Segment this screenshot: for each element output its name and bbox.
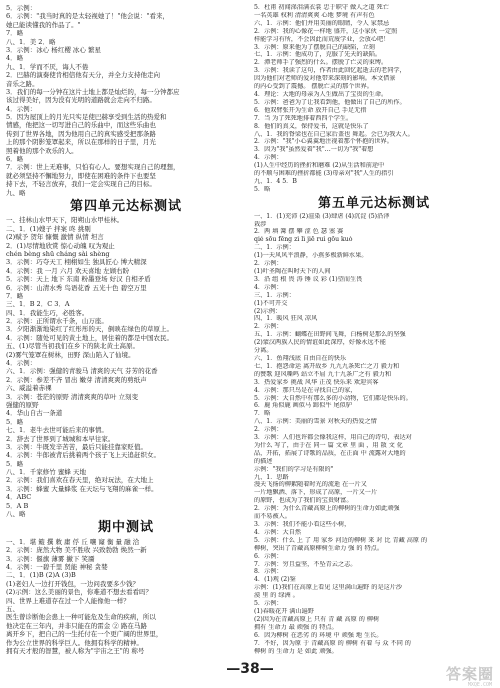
answer-line: 为什么 写了，由于在 同一 篇 文章 里 面 ，用 散 文 化: [254, 441, 403, 449]
answer-line: 5．杜甫 初闻涕泪满衣裳 忠于职守 做人之道 死亡: [254, 4, 389, 11]
answer-line: 四、世界上难道存在过一个人能像他一样？: [6, 596, 130, 605]
answer-line: 4．示例：那只鸟是在寻找自己的家，: [254, 386, 357, 394]
answer-line: 2．示例：: [254, 260, 283, 268]
answer-line: 作为公立世界的科学巨人。他拥有科学的精神。: [6, 638, 143, 647]
answer-line: 8．他们的真义，保持爱书，这就是快乐了: [254, 122, 369, 130]
answer-line: 上的那个阴影笼罩起来，所以在那样的日子里，月光: [6, 138, 156, 147]
answer-line: 4．华山自古一条道: [6, 409, 63, 418]
answer-line: 3．示例：蜂蜜 大量蜂浆 在天坛与飞翔的麻雀一样。: [6, 484, 158, 493]
answer-line: (1)一天风风平浪静，小燕多极新鲜水果。: [254, 252, 368, 260]
answer-line: 5．示例：: [254, 600, 283, 608]
answer-line: 4．示例：: [254, 283, 283, 291]
answer-line: 4．理论：大地的母亲为人生做出了宝贵的生命。: [254, 90, 388, 98]
answer-line: 4．示例：: [254, 154, 283, 162]
answer-line: 二、1．(1)嫂子 拌案 咚 挑剔: [6, 224, 91, 233]
answer-line: 二、1．(1)B (2)A (3)B: [6, 571, 76, 580]
answer-line: 的描述: [254, 457, 273, 465]
answer-line: 3．示例：苍茫的原野 清清爽爽的草叶 立刻变: [6, 392, 139, 401]
answer-line: 六、1．鱼翔浅底 自由自在的快乐: [254, 354, 347, 362]
answer-line: (1)人生中经历的挫折和磨难 (2)从生活和前途中: [254, 162, 385, 170]
answer-line: 的赞歌 迎风嘶鸣 站立不屈 九十九条广之有 毅力和: [254, 370, 392, 378]
answer-line: 3．夕阳渐渐地染红了红彤彤的天，倒映在绿色的草原上。: [6, 325, 174, 334]
answer-line: 5．略: [6, 459, 24, 468]
answer-line: 6．鹿 角似鹿 画似马 蹄似牛 尾似驴: [254, 402, 352, 410]
answer-list-unit5: [254, 213, 494, 656]
answer-line: 七、1．示例：他成功了，克服了先天的缺陷。: [254, 51, 382, 59]
answer-line: 3．示例：牛既发辛苦苦，最后只能挂靠家贬值。: [6, 442, 147, 451]
answer-line: 拥有 生命力 最 顽强 的 特点。: [254, 623, 338, 631]
midterm-title: 期中测试: [97, 520, 154, 536]
answer-line: 5．略: [6, 417, 24, 426]
answer-line: 音乐之路。: [6, 79, 39, 88]
answer-line: 2．巴赫的演奏使肯相信他有天分，并全力支持他走向: [6, 71, 161, 80]
answer-line: 3．示例：冰心 杨红樱 冰心 繁星: [6, 45, 102, 54]
right-column: [254, 4, 494, 655]
page-number: —38—: [226, 661, 274, 677]
answer-line: 2．示例：庞然大物 美不胜收 兴致勃勃 焕然一新: [6, 546, 147, 555]
watermark-logo: 答案圈: [445, 665, 494, 683]
answer-line: 漠 里 的 绿洲 。: [254, 592, 299, 600]
answer-line: 3．我们的每一分钟在这片土地上都是灿烂的，每一分钟都应: [6, 87, 180, 96]
answer-line: 6．略: [6, 155, 24, 164]
answer-line: 九、1．思路: [254, 473, 289, 481]
answer-line: chén bèng shū cháng sài shèng: [6, 249, 110, 258]
answer-line: 拥有天才般的智慧，被人称为"宇宙之王"的 称号: [6, 646, 145, 655]
answer-line: 分离。: [254, 347, 273, 355]
answer-line: 4．示例：大自然: [254, 528, 302, 536]
answer-line: 四、1．暖风 狂风 凉风: [254, 315, 318, 323]
answer-line: 3．示例：人们也许都会像我这样，用自己的诗句，表达对: [254, 434, 412, 442]
answer-line: qié sōu fēng zì lì jiē ruì gōu kuò: [254, 236, 353, 244]
answer-line: 4．示例：一碧千里 贤能 神秘 贪婪: [6, 563, 108, 571]
answer-line: 3．示例：原来他为了摆脱自己的缺陷，立刻: [254, 43, 375, 51]
answer-line: 2．示例："我"小心翼翼地注视着那个怀抱的世界。: [254, 138, 393, 146]
answer-line: 7．示例：世上无难事，只怕有心人。要想实现自己的理想，: [6, 163, 180, 172]
answer-line: (2)雾气笼罩在树林，田野 深山陷入了仙境。: [6, 350, 135, 359]
answer-line: 柳树，突出了青藏高原柳树生命力 强 的 特点。: [254, 544, 383, 552]
answer-line: 六、威溢着赤裸: [6, 384, 52, 393]
answer-list-pre: [6, 4, 246, 197]
answer-line: 7．示例：穷且益坚，不坠青云之志。: [254, 560, 357, 568]
answer-line: 7．不好，因为原 于 青藏高原 的 柳树 有着 与 众 不同 的: [254, 639, 411, 647]
answer-line: 传到了世界各地，因为他用自己的真实感受把那条路: [6, 129, 156, 138]
answer-line: 医生曾诊断他会患上一种可能危及生命的疾病，所以: [6, 613, 156, 622]
answer-line: 一名英雄 权利 清清爽爽 心地 梦境 有声有色: [254, 11, 375, 19]
answer-line: 柳树 的 生命力 是 如此 顽强。: [254, 647, 338, 655]
answer-line: 6．示例：山清水秀 鸟语花香 五光十色 碧空万里: [6, 283, 147, 292]
answer-line: 2．示例：: [254, 323, 283, 331]
answer-line: 3．示例：偃旗 薄雾 撇下 笑靥: [6, 554, 95, 563]
answer-line: 5．因为屋顶上的月光只实足使巴赫享受到生活的热爱和: [6, 113, 167, 122]
answer-line: 的不顺与困难的挫折都能 (3)母亲对"我"人生的指引: [254, 170, 394, 178]
answer-line: 九、1．学而不厌，诲人不倦: [6, 62, 89, 71]
answer-line: (1)叶圣陶在叫时天下的人间: [254, 268, 331, 275]
answer-line: 5．A B: [6, 501, 29, 510]
answer-line: 4．略: [6, 54, 24, 63]
answer-line: 九、略: [6, 188, 26, 197]
answer-line: 2．示例：我们喜欢在春天里，绝对玩法，在大地上: [6, 476, 154, 485]
answer-line: 一、1．(1)充沛 (2)渲染 (3)肆虐 (4)沉淀 (5)沿泽: [254, 212, 390, 220]
answer-line: 4．ABC: [6, 493, 32, 502]
answer-line: (2)因为在青藏高原上 只有 青 藏 高原 的 柳树: [254, 615, 380, 623]
answer-line: 因为他们对老师的爱对他带来深刻的影响。本文借景: [254, 75, 396, 83]
answer-line: 7．略: [6, 29, 24, 38]
answer-line: 2．辞去了世界到了城城和本早往家。: [6, 434, 115, 443]
answer-list-pre-right: [254, 4, 494, 194]
answer-line: 的内心受到了震撼。 摆脱亡灵的那个世界。: [254, 83, 373, 91]
answer-line: (1)不可开交: [254, 299, 288, 307]
answer-line: 三、1．示例：: [254, 291, 295, 299]
answer-line: (2)示例：: [254, 307, 282, 315]
answer-line: 7．略: [6, 291, 24, 300]
answer-line: 4．示例：: [6, 359, 37, 368]
answer-line: 该过得美好，因为没有光明的道路就会走向不归路。: [6, 96, 156, 105]
answer-line: 5．示例：: [6, 4, 37, 12]
answer-line: 五、1．示例：蝴蝶在田野间飞舞，白杨树是那么的坚强: [254, 331, 406, 339]
answer-list-unit4: [6, 216, 246, 518]
answer-line: 八、略: [6, 510, 26, 519]
answer-line: (2)示例：这么美丽的景色，你难道不想去看看吗？: [6, 588, 153, 597]
answer-line: 漫天飞扬的柳絮随着时光的流逝 在一片又: [254, 481, 367, 489]
answer-line: 3．沿 组 根 畏 涛 锤 议 彩 (1)望而生畏: [254, 275, 363, 283]
answer-line: 5．示例：什么 上 了 用 家乡 河边的柳树 来 对 比 青藏 高原 的: [254, 536, 428, 544]
answer-line: 4．示例：: [6, 104, 37, 113]
answer-line: 四、1．我能生巧，必胜客。: [6, 308, 89, 317]
answer-line: 情感，他把这一切写进自己的乐曲中，而这些乐曲也: [6, 121, 156, 130]
answer-line: 3．示例：我读了这句，作者由此回忆起逝去的老同学，: [254, 67, 406, 75]
answer-line: 离开乡下，把自己的一生托付在一个更广阔的世界里，: [6, 630, 163, 639]
answer-line: 5．示例：爸爸为了让我看到他，他做出了自己的所作。: [254, 98, 406, 106]
answer-line: 3．示例：我们不能小看这些小树，: [254, 521, 351, 528]
answer-line: 一片地飘洒、落下，形成了高原，一片又一片: [254, 489, 378, 497]
answer-line: 5．略: [254, 185, 271, 193]
left-column: [6, 4, 246, 655]
answer-line: 栽涉: [254, 220, 267, 228]
answer-line: 7．当 为了死死地排着西四个学生。: [254, 114, 353, 122]
answer-line: 七、1．抱怨命运 离开故乡 九九九条死亡之刀 毅力和: [254, 362, 400, 370]
answer-line: 3．因为"我"虽然爱着"我"…一切为"我"着想: [254, 146, 374, 154]
answer-line: 强健的原野: [6, 400, 39, 409]
answer-line: 6．他双臂张开为生命 放开自己 手足无措: [254, 106, 367, 114]
answer-line: 八、1．千家修竹 蜜蜂 天地: [6, 468, 86, 477]
answer-line: 8．示例：: [254, 568, 283, 576]
watermark-url: MXQE.COM: [467, 682, 492, 688]
answer-line: 品，开拓，拓展了诗歌的品质，在正面 中 流露对大地的: [254, 449, 406, 457]
answer-line: 4．示例：牛郎被背后挑着两个孩子飞上天追赶织女。: [6, 451, 161, 460]
answer-line: 九、1．4 5．B: [254, 177, 297, 185]
answer-line: 4．(1)观 (2)鉴: [254, 576, 296, 584]
answer-line: 样能学习有所，不会因此而荒废学业，会放心吧！: [254, 35, 390, 43]
answer-line: 6．示例：: [254, 552, 283, 560]
answer-line: 三、1．B 2．C 3．A: [6, 300, 70, 309]
answer-line: 八、1．示例：美丽的雪景 对秋天的热爱之情: [254, 418, 377, 426]
unit5-title: 第五单元达标测试: [317, 195, 430, 211]
answer-line: 示例："我们的学习是有限的": [254, 465, 334, 473]
answer-list-midterm: [6, 538, 246, 655]
answer-line: 一、1．堪 簸 撰 敕 庸 俘 丘 嚷 窿 衡 量 融 洽: [6, 537, 140, 546]
answer-line: 八、1．我的脊梁也在自己家后盖也 舞起。会已为我大人。: [254, 130, 414, 138]
answer-line: 七、1．老牛去世可能后来的事情。: [6, 426, 108, 435]
answer-line: 2．(1)尽情地欣赏 惊心动魄 叹为观止: [6, 241, 115, 250]
answer-line: 2．示例：我的心像花一样地 盛开，这小家伙 一定照: [254, 27, 398, 35]
unit4-title: 第四单元达标测试: [69, 198, 182, 214]
answer-line: 示例：(1)我们在高原上看见 这里满山遍野 的是这片沙: [254, 584, 403, 592]
answer-line: 7．略: [254, 410, 271, 418]
answer-line: 2．两 填 篝 摆 攀 涩 色 瑟 塞 赛: [254, 228, 344, 236]
answer-line: (1)春暖花开 满山遍野: [254, 607, 314, 615]
answer-line: 一、挂林山水甲天下，阳朔山水甲桂林。: [6, 216, 124, 225]
answer-line: 八、1．美 2．略: [6, 37, 56, 46]
answer-line: 4．示例：我 一月 六月 欢天喜地 左顾右盼: [6, 266, 130, 275]
answer-line: 六、1．示例：强健的青骏马 清爽的天气 芬芳的花香: [6, 367, 158, 376]
answer-line: (1)老妇人一边打开钱包，一边问我要多少钱？: [6, 579, 140, 588]
answer-line: 的原野，也成为了我们的宝贵财富。: [254, 497, 353, 505]
answer-line: 五、: [6, 604, 20, 613]
answer-line: 3．示例：巧夺天工 栩栩如生 独具匠心 博大精深: [6, 258, 147, 267]
answer-line: 3．热爱家乡 挑战 风华 正茂 快乐来 欢迎宾客: [254, 378, 379, 386]
answer-line: 5．示例：天上 地下 东南 粉墨登场 好汉 自相矛盾: [6, 275, 151, 284]
answer-line: 五、(1)尽管当初我们在乡下的陕北黄土高原。: [6, 342, 140, 351]
answer-line: 5．示例：大自然中有那么多的小动物，它们都是快乐的。: [254, 394, 412, 402]
answer-line: 他决定在三年内，并非只能在的雷金 ② 路在马路: [6, 621, 147, 630]
answer-line: 6．示例："我当时真的是太轻视她了！"他会说："看来，: [6, 12, 169, 21]
answer-line: 她已能读懂我的作品了。": [6, 20, 81, 29]
answer-line: 照着他的那个欢乐的人。: [6, 146, 78, 155]
answer-line: 2．示例：参差不齐 冒出 嫩芽 清清爽爽的剪纸声: [6, 375, 147, 384]
answer-line: (2)赋予 贺年 慷慨 激情 纵情 坦言: [6, 233, 104, 242]
answer-line: 2．示例：: [254, 426, 283, 434]
answer-line: 就必须坚持不懈地努力，即使在困难的条件下也要坚: [6, 171, 156, 180]
answer-line: 6．因为柳树 在恶劣 的 环境 中 顽强 地 生长。: [254, 631, 383, 639]
answer-line: 持下去，不轻言放弃，我们一定会实现自己的目标。: [6, 180, 156, 189]
answer-line: 2．示例：正所谓水千条，山万座。: [6, 317, 108, 326]
answer-line: 而不易被人。: [254, 513, 291, 521]
answer-line: 4．示例：随处可见的黄土地上，居住着的都是中国农民。: [6, 333, 174, 342]
answer-line: 2．潭老师手了强烈的什么。摆脱了亡灵的束缚。: [254, 59, 388, 67]
answer-line: 二、1．示例：: [254, 244, 295, 252]
answer-line: 2．示例：为什么青藏高原上的柳树的生命力如此顽强: [254, 505, 400, 513]
answer-line: 六、1．示例：他们并用美丽的眼睛，令人 家禁忌: [254, 19, 390, 27]
answer-line: (2)蒙汉两族人民的情谊如此深厚，好像永远不能: [254, 339, 386, 347]
